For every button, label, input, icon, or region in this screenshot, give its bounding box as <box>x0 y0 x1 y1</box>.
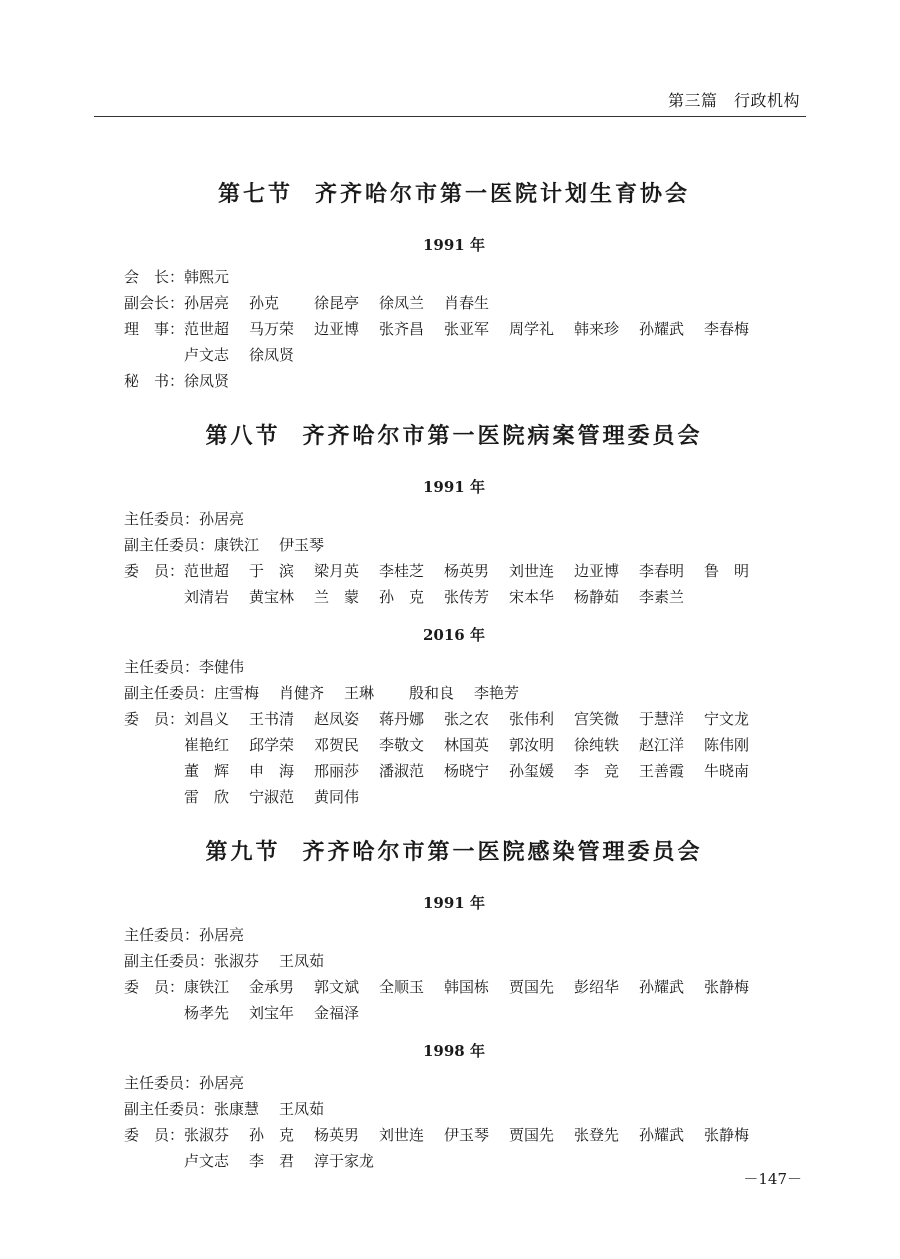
section-title <box>124 834 784 872</box>
member-name: 徐凤兰 <box>379 294 425 312</box>
member-name: 杨英男 <box>314 1126 360 1144</box>
member-name: 王琳 <box>344 684 375 702</box>
page-number: －147－ <box>743 1170 802 1188</box>
member-name: 鲁 明 <box>704 562 750 580</box>
member-name: 范世超 <box>184 320 230 338</box>
member-name: 梁月英 <box>314 562 360 580</box>
member-name: 孙居亮 <box>199 1074 245 1092</box>
section <box>124 176 784 404</box>
member-name: 淳于家龙 <box>314 1152 375 1170</box>
member-name: 徐凤贤 <box>184 372 230 390</box>
member-name: 孙居亮 <box>184 294 230 312</box>
member-names <box>199 922 784 948</box>
member-name: 孙居亮 <box>199 926 245 944</box>
member-name: 崔艳红 <box>184 736 230 754</box>
member-name: 赵凤姿 <box>314 710 360 728</box>
member-row <box>124 1096 784 1122</box>
member-row <box>124 368 784 394</box>
member-name: 陈伟刚 <box>704 736 750 754</box>
member-name: 庄雪梅 <box>214 684 260 702</box>
role-label: 委 员： <box>124 710 185 728</box>
member-names <box>184 558 784 610</box>
role-label: 副主任委员： <box>124 952 215 970</box>
member-name: 宁文龙 <box>704 710 750 728</box>
member-name: 张亚军 <box>444 320 490 338</box>
member-name: 黄同伟 <box>314 788 360 806</box>
role-label: 委 员： <box>124 978 185 996</box>
member-row <box>124 1070 784 1096</box>
member-name: 边亚博 <box>314 320 360 338</box>
member-name: 杨晓宁 <box>444 762 490 780</box>
member-names <box>199 506 784 532</box>
member-names <box>184 1122 784 1174</box>
member-name: 宫笑微 <box>574 710 620 728</box>
member-name: 伊玉琴 <box>444 1126 490 1144</box>
role-label: 主任委员： <box>124 658 200 676</box>
role-label: 委 员： <box>124 562 185 580</box>
member-row <box>124 264 784 290</box>
member-row <box>124 974 784 1026</box>
page-header <box>94 86 806 117</box>
member-row <box>124 558 784 610</box>
section-name: 齐齐哈尔市第一医院计划生育协会 <box>315 182 691 207</box>
member-name: 潘淑范 <box>379 762 425 780</box>
member-name: 卢文志 <box>184 1152 230 1170</box>
member-name: 孙耀武 <box>639 1126 685 1144</box>
page-content <box>124 176 784 1184</box>
member-name: 刘昌义 <box>184 710 230 728</box>
year-heading: 1991 年 <box>423 236 485 254</box>
member-name: 张登先 <box>574 1126 620 1144</box>
member-name: 彭绍华 <box>574 978 620 996</box>
role-label: 主任委员： <box>124 926 200 944</box>
member-names <box>214 1096 784 1122</box>
member-name: 张齐昌 <box>379 320 425 338</box>
role-label: 副主任委员： <box>124 1100 215 1118</box>
role-label: 副主任委员： <box>124 536 215 554</box>
member-name: 范世超 <box>184 562 230 580</box>
role-label: 副主任委员： <box>124 684 215 702</box>
member-name: 李春梅 <box>704 320 750 338</box>
member-name: 孙克 <box>249 294 280 312</box>
member-name: 李 君 <box>249 1152 295 1170</box>
member-names <box>184 290 784 316</box>
member-name: 肖健齐 <box>279 684 325 702</box>
role-label: 秘 书： <box>124 372 185 390</box>
member-name: 卢文志 <box>184 346 230 364</box>
member-name: 贾国先 <box>509 978 555 996</box>
member-name: 孙 克 <box>249 1126 295 1144</box>
member-name: 于 滨 <box>249 562 295 580</box>
member-name: 贾国先 <box>509 1126 555 1144</box>
role-label: 理 事： <box>124 320 185 338</box>
member-name: 孙居亮 <box>199 510 245 528</box>
member-names <box>214 532 784 558</box>
member-name: 董 辉 <box>184 762 230 780</box>
member-name: 宁淑范 <box>249 788 295 806</box>
member-name: 李敬文 <box>379 736 425 754</box>
member-name: 李 竞 <box>574 762 620 780</box>
member-name: 张康慧 <box>214 1100 260 1118</box>
member-name: 黄宝林 <box>249 588 295 606</box>
member-name: 康铁江 <box>184 978 230 996</box>
member-name: 张静梅 <box>704 978 750 996</box>
member-name: 徐凤贤 <box>249 346 295 364</box>
member-name: 邱学荣 <box>249 736 295 754</box>
member-name: 王凤茹 <box>279 1100 325 1118</box>
member-name: 李艳芳 <box>474 684 520 702</box>
member-name: 王善霞 <box>639 762 685 780</box>
section <box>124 404 784 820</box>
member-name: 金承男 <box>249 978 295 996</box>
member-name: 赵江洋 <box>639 736 685 754</box>
member-name: 杨孝先 <box>184 1004 230 1022</box>
year-heading: 1991 年 <box>423 478 485 496</box>
member-name: 张静梅 <box>704 1126 750 1144</box>
member-name: 张淑芬 <box>184 1126 230 1144</box>
member-name: 周学礼 <box>509 320 555 338</box>
member-names <box>184 264 784 290</box>
member-name: 林国英 <box>444 736 490 754</box>
section-name: 齐齐哈尔市第一医院病案管理委员会 <box>302 424 703 449</box>
member-name: 邢丽莎 <box>314 762 360 780</box>
member-name: 全顺玉 <box>379 978 425 996</box>
member-name: 孙耀武 <box>639 978 685 996</box>
member-name: 刘清岩 <box>184 588 230 606</box>
member-names <box>184 974 784 1026</box>
section <box>124 820 784 1184</box>
section-number: 第八节 <box>205 424 281 449</box>
member-name: 殷和良 <box>409 684 455 702</box>
year-heading: 2016 年 <box>423 626 485 644</box>
member-name: 张之农 <box>444 710 490 728</box>
member-name: 杨英男 <box>444 562 490 580</box>
section-number: 第七节 <box>217 182 293 207</box>
member-name: 蒋丹娜 <box>379 710 425 728</box>
role-label: 委 员： <box>124 1126 185 1144</box>
member-name: 马万荣 <box>249 320 295 338</box>
year-heading: 1991 年 <box>423 894 485 912</box>
chapter-title: 第三篇 行政机构 <box>667 91 800 110</box>
member-name: 刘世连 <box>509 562 555 580</box>
member-name: 于慧洋 <box>639 710 685 728</box>
member-name: 牛晓南 <box>704 762 750 780</box>
role-label: 会 长： <box>124 268 185 286</box>
member-name: 金福泽 <box>314 1004 360 1022</box>
member-row <box>124 922 784 948</box>
member-names <box>199 654 784 680</box>
member-name: 张传芳 <box>444 588 490 606</box>
member-name: 张伟利 <box>509 710 555 728</box>
member-row <box>124 506 784 532</box>
role-label: 副会长： <box>124 294 185 312</box>
member-name: 韩熙元 <box>184 268 230 286</box>
member-name: 徐昆亭 <box>314 294 360 312</box>
member-name: 雷 欣 <box>184 788 230 806</box>
member-names <box>199 1070 784 1096</box>
member-name: 刘宝年 <box>249 1004 295 1022</box>
member-names <box>184 706 784 810</box>
member-row <box>124 654 784 680</box>
member-row <box>124 316 784 368</box>
member-name: 李素兰 <box>639 588 685 606</box>
member-name: 刘世连 <box>379 1126 425 1144</box>
member-name: 邓贺民 <box>314 736 360 754</box>
member-name: 边亚博 <box>574 562 620 580</box>
section-title <box>124 176 784 214</box>
member-name: 王凤茹 <box>279 952 325 970</box>
member-name: 伊玉琴 <box>279 536 325 554</box>
member-names <box>214 680 784 706</box>
member-names <box>184 368 784 394</box>
member-name: 徐纯轶 <box>574 736 620 754</box>
year-heading: 1998 年 <box>423 1042 485 1060</box>
member-name: 郭汝明 <box>509 736 555 754</box>
member-name: 李春明 <box>639 562 685 580</box>
member-row <box>124 948 784 974</box>
section-title <box>124 418 784 456</box>
member-names <box>184 316 784 368</box>
role-label: 主任委员： <box>124 1074 200 1092</box>
section-name: 齐齐哈尔市第一医院感染管理委员会 <box>302 840 703 865</box>
member-names <box>214 948 784 974</box>
role-label: 主任委员： <box>124 510 200 528</box>
member-name: 张淑芬 <box>214 952 260 970</box>
member-name: 韩来珍 <box>574 320 620 338</box>
member-name: 王书清 <box>249 710 295 728</box>
member-name: 康铁江 <box>214 536 260 554</box>
member-name: 李桂芝 <box>379 562 425 580</box>
member-name: 孙耀武 <box>639 320 685 338</box>
member-name: 杨静茹 <box>574 588 620 606</box>
member-row <box>124 532 784 558</box>
member-name: 宋本华 <box>509 588 555 606</box>
member-row <box>124 680 784 706</box>
member-name: 韩国栋 <box>444 978 490 996</box>
member-row <box>124 706 784 810</box>
member-name: 兰 蒙 <box>314 588 360 606</box>
section-number: 第九节 <box>205 840 281 865</box>
member-name: 孙玺媛 <box>509 762 555 780</box>
member-name: 申 海 <box>249 762 295 780</box>
member-name: 孙 克 <box>379 588 425 606</box>
member-name: 肖春生 <box>444 294 490 312</box>
member-name: 李健伟 <box>199 658 245 676</box>
member-name: 郭文斌 <box>314 978 360 996</box>
member-row <box>124 1122 784 1174</box>
member-row <box>124 290 784 316</box>
